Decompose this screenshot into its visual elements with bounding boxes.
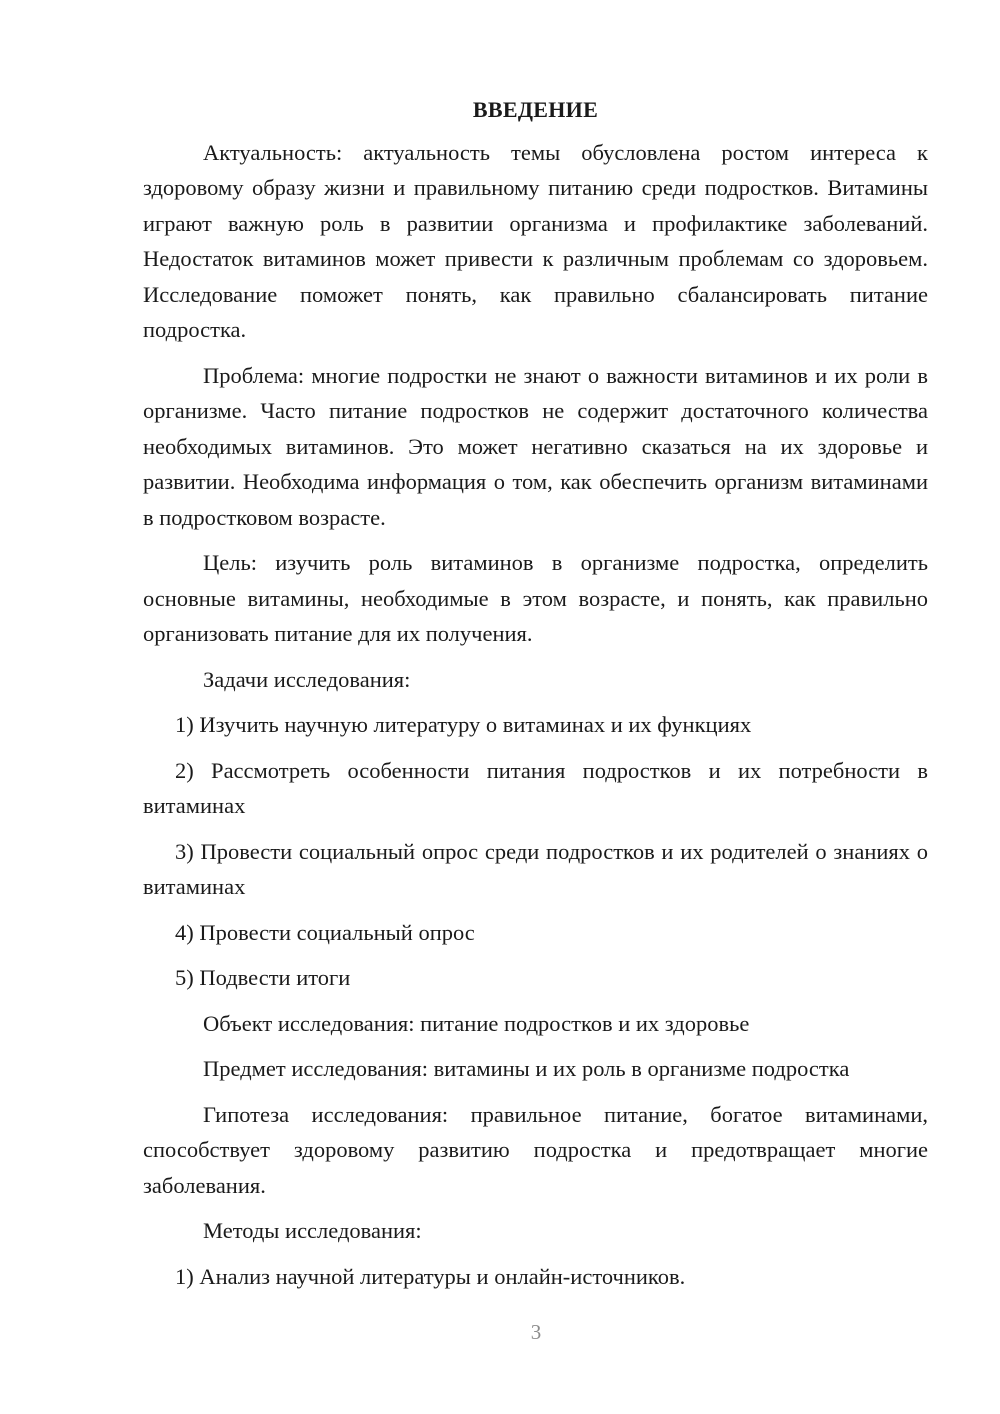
relevance-paragraph: Актуальность: актуальность темы обусловлена ростом интереса к здоровому образу жизни и правильному питанию среди подростков. Витамины играют важную роль в развитии организма и профилактике заболеваний. Недостаток витаминов может привести к различным проблемам со здоровьем. Исследование поможет понять, как правильно сбалансировать питание подростка. (143, 139, 928, 342)
task-item: 3) Провести социальный опрос среди подростков и их родителей о знаниях о витаминах (143, 838, 928, 899)
task-item: 1) Изучить научную литературу о витаминах и их функциях (175, 712, 752, 737)
task-item: 2) Рассмотреть особенности питания подростков и их потребности в витаминах (143, 757, 928, 818)
problem-paragraph: Проблема: многие подростки не знают о важности витаминов и их роли в организме. Часто питание подростков не содержит достаточного количества необходимых витаминов. Это может негативно сказаться на их здоровье и развитии. Необходима информация о том, как обеспечить организм витаминами в подростковом возрасте. (143, 362, 928, 530)
goal-paragraph: Цель: изучить роль витаминов в организме подростка, определить основные витамины, необходимые в этом возрасте, и понять, как правильно организовать питание для их получения. (143, 550, 928, 646)
methods-heading: Методы исследования: (203, 1218, 422, 1243)
section-title: ВВЕДЕНИЕ (472, 97, 599, 122)
task-item: 4) Провести социальный опрос (175, 919, 475, 945)
research-object: Объект исследования: питание подростков и их здоровье (203, 1010, 750, 1036)
page-number: 3 (530, 1320, 542, 1344)
task-item: 5) Подвести итоги (175, 965, 351, 990)
hypothesis-paragraph: Гипотеза исследования: правильное питание, богатое витаминами, способствует здоровому развитию подростка и предотвращает многие заболевания. (143, 1101, 928, 1198)
tasks-heading: Задачи исследования: (203, 666, 411, 692)
research-subject: Предмет исследования: витамины и их роль в организме подростка (203, 1056, 850, 1081)
document-page (143, 92, 928, 1304)
method-item: 1) Анализ научной литературы и онлайн-источников. (175, 1263, 686, 1289)
